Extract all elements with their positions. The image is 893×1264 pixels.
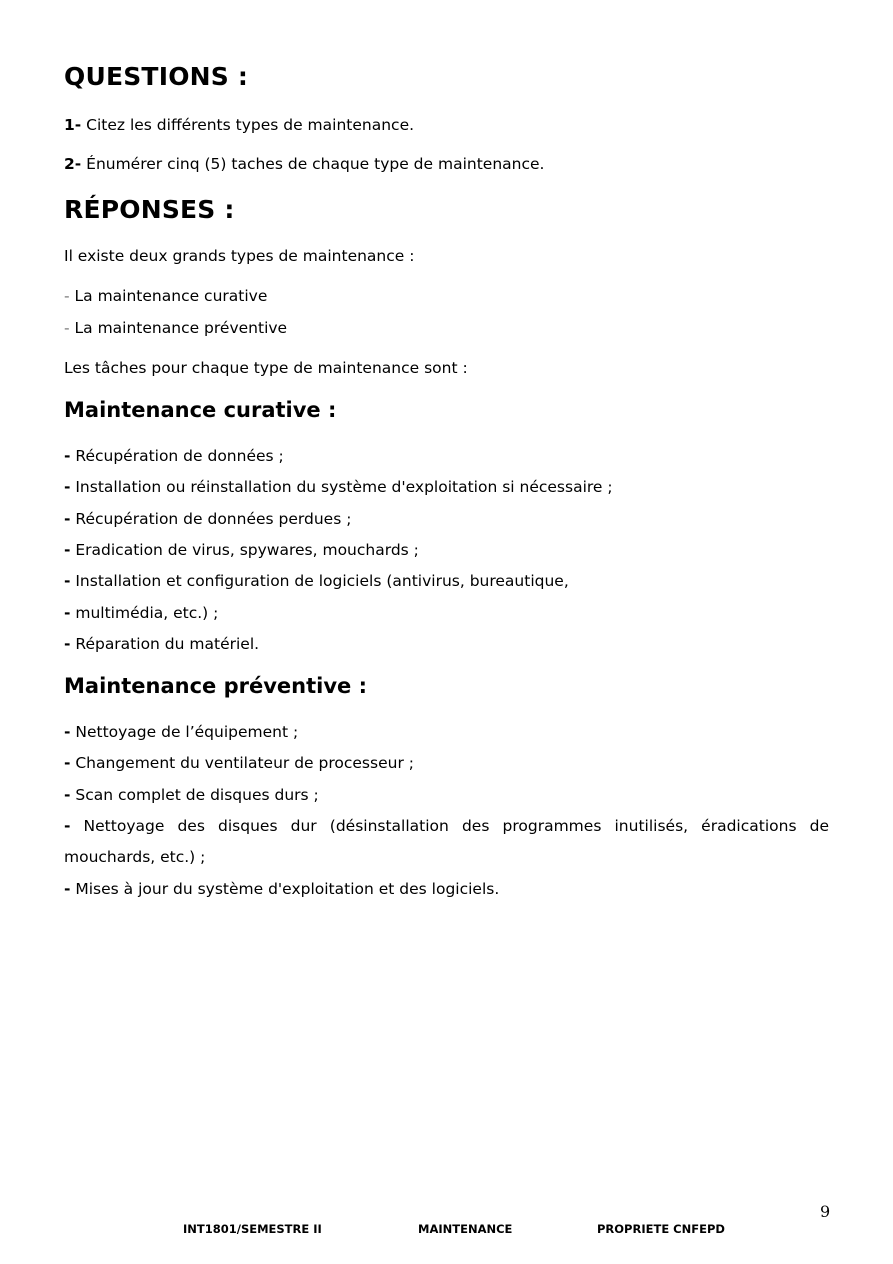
questions-heading: QUESTIONS : [64, 62, 249, 91]
curative-item [64, 447, 284, 465]
item-text: Mises à jour du système d'exploitation et des logiciels. [70, 880, 500, 898]
item-text: Installation ou réinstallation du système d'exploitation si nécessaire ; [70, 478, 613, 496]
dash-marker: - [64, 287, 70, 305]
dash-marker: - [64, 572, 71, 590]
dash-marker: - [64, 635, 71, 653]
dash-marker: - [64, 754, 71, 772]
preventive-item [64, 723, 298, 741]
question-text: Citez les différents types de maintenance. [81, 116, 415, 134]
preventive-item [64, 786, 319, 804]
type-text: La maintenance curative [69, 287, 268, 305]
dash-marker: - [64, 880, 71, 898]
item-text: Changement du ventilateur de processeur ; [70, 754, 414, 772]
dash-marker: - [64, 723, 71, 741]
dash-marker: - [64, 541, 71, 559]
item-text: Installation et configuration de logiciels (antivirus, bureautique, [70, 572, 569, 590]
question-1 [64, 116, 414, 134]
preventive-item [64, 754, 414, 772]
page-number: 9 [820, 1202, 831, 1221]
item-text: Eradication de virus, spywares, mouchards ; [70, 541, 419, 559]
answers-heading: RÉPONSES : [64, 195, 235, 224]
tasks-intro: Les tâches pour chaque type de maintenance sont : [64, 359, 468, 377]
preventive-item [64, 880, 499, 898]
footer-subject: MAINTENANCE [418, 1222, 513, 1236]
curative-item [64, 478, 613, 496]
dash-marker: - [64, 478, 71, 496]
dash-marker: - [64, 817, 71, 835]
item-text: Scan complet de disques durs ; [70, 786, 319, 804]
curative-item [64, 635, 259, 653]
question-text: Énumérer cinq (5) taches de chaque type de maintenance. [81, 155, 545, 173]
item-text: Nettoyage de l’équipement ; [70, 723, 299, 741]
curative-item [64, 572, 569, 590]
preventive-heading: Maintenance préventive : [64, 674, 367, 698]
type-item [64, 319, 287, 337]
question-number: 1- [64, 116, 82, 134]
item-text: Nettoyage des disques dur (désinstallation des programmes inutilisés, éradications de mouchards, etc.) ; [64, 817, 829, 866]
curative-item [64, 604, 218, 622]
item-text: Récupération de données ; [70, 447, 284, 465]
type-item [64, 287, 267, 305]
question-number: 2- [64, 155, 82, 173]
dash-marker: - [64, 604, 71, 622]
dash-marker: - [64, 786, 71, 804]
type-text: La maintenance préventive [69, 319, 288, 337]
answers-intro: Il existe deux grands types de maintenance : [64, 247, 415, 265]
curative-heading: Maintenance curative : [64, 398, 337, 422]
item-text: multimédia, etc.) ; [70, 604, 219, 622]
curative-item [64, 541, 419, 559]
question-2 [64, 155, 544, 173]
preventive-long-item [64, 811, 829, 873]
item-text: Récupération de données perdues ; [70, 510, 352, 528]
item-text: Réparation du matériel. [70, 635, 260, 653]
dash-marker: - [64, 319, 70, 337]
curative-item [64, 510, 351, 528]
footer-ownership: PROPRIETE CNFEPD [597, 1222, 725, 1236]
dash-marker: - [64, 447, 71, 465]
footer-course-code: INT1801/SEMESTRE II [183, 1222, 322, 1236]
dash-marker: - [64, 510, 71, 528]
